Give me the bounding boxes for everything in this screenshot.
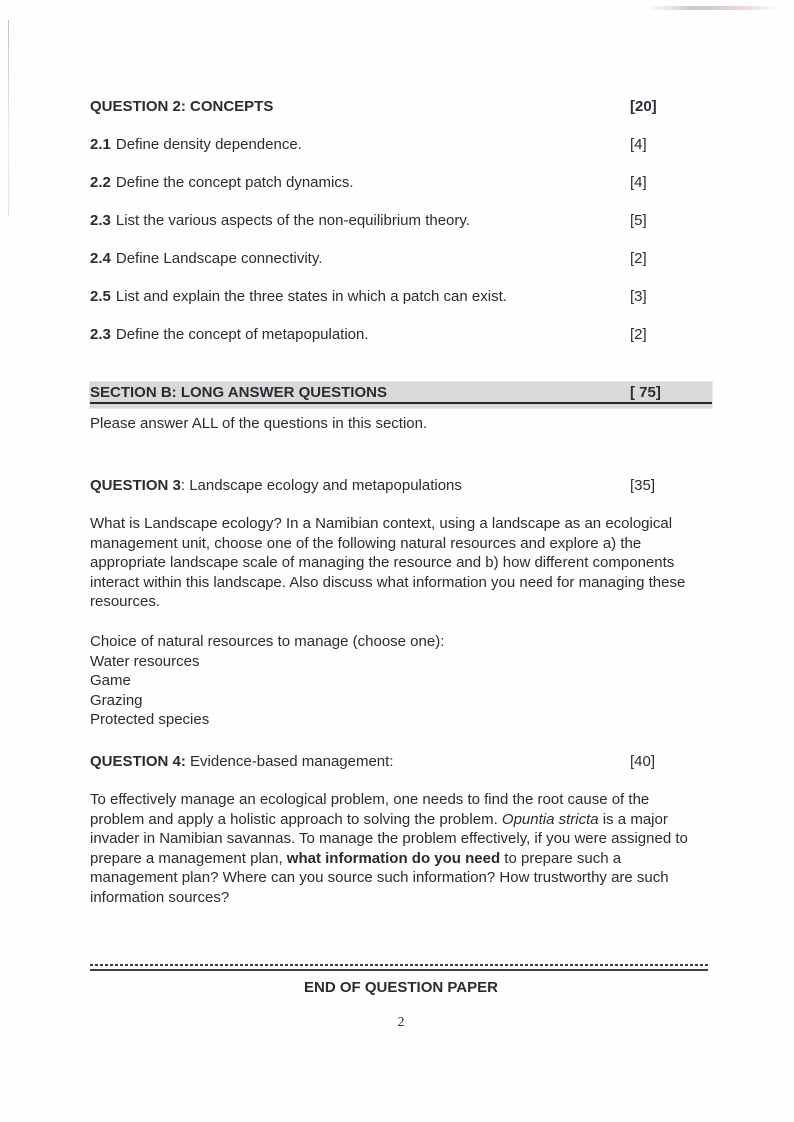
item-text: List the various aspects of the non-equilibrium theory. [115,212,470,229]
item-number: 2.3 [90,326,111,343]
choices-label: Choice of natural resources to manage (choose one): [90,632,445,650]
question2-item-5 [90,286,712,307]
item-number: 2.2 [90,174,111,191]
item-text: Define density dependence. [115,136,302,153]
dashed-line [90,964,708,966]
end-of-paper-text: END OF QUESTION PAPER [304,978,498,996]
item-text: Define the concept patch dynamics. [115,174,354,191]
section-b-note: Please answer ALL of the questions in this section. [90,415,428,432]
item-text: List and explain the three states in which a patch can exist. [115,288,507,305]
question3-header [90,475,712,496]
item-marks: [4] [630,136,647,153]
item-marks: [4] [630,174,647,191]
question4-title: Evidence-based management: [185,752,394,770]
solid-line [90,969,708,971]
scan-line-artifact [8,20,9,216]
item-number: 2.5 [90,288,111,305]
item-text: Define Landscape connectivity. [115,250,323,267]
question2-item-1 [90,134,712,155]
choice-item: Grazing [90,691,143,709]
question2-item-3 [90,210,712,231]
question3-choices [90,632,712,730]
question2-item-2 [90,172,712,193]
question4-paragraph: To effectively manage an ecological problem, one needs to find the root cause of the problem and apply a holistic approach to solving the problem. Opuntia stricta is a major invader in Namibian savannas. To manage the problem effectively, if you were assigned to prepare a management plan, what information do you need to prepare such a management plan? Where can you source such information? How trustworthy are such information sources? [90,790,688,906]
section-b-title: SECTION B: LONG ANSWER QUESTIONS [90,384,387,401]
page-content [90,96,712,1031]
question4-marks: [40] [630,752,656,770]
item-marks: [2] [630,326,647,343]
section-b-band [90,382,712,408]
end-divider [90,964,708,971]
question2-marks: [20] [630,98,657,115]
choice-item: Game [90,672,131,690]
scan-streak-artifact [648,6,778,10]
question2-item-4 [90,248,712,269]
item-number: 2.4 [90,250,111,267]
page-number: 2 [397,1014,405,1030]
section-b-marks: [ 75] [630,384,661,401]
item-number: 2.1 [90,136,111,153]
question3-title: : Landscape ecology and metapopulations [180,477,462,494]
question4-header [90,751,712,772]
question3-paragraph: What is Landscape ecology? In a Namibian context, using a landscape as an ecological management unit, choose one of the following natural resources and explore a) the appropriate landscape scale of managing the resource and b) how different components interact within this landscape. Also discuss what information you need for managing these resources. [90,515,686,611]
question2-item-6 [90,324,712,345]
question2-title: QUESTION 2: CONCEPTS [90,98,274,115]
choice-item: Water resources [90,652,200,670]
question3-label: QUESTION 3 [90,477,181,494]
question3-marks: [35] [630,477,656,494]
choice-item: Protected species [90,711,210,729]
item-marks: [5] [630,212,647,229]
item-marks: [3] [630,288,647,305]
question4-label: QUESTION 4: [90,752,186,770]
question2-header [90,96,712,117]
item-marks: [2] [630,250,647,267]
item-text: Define the concept of metapopulation. [115,326,369,343]
item-number: 2.3 [90,212,111,229]
